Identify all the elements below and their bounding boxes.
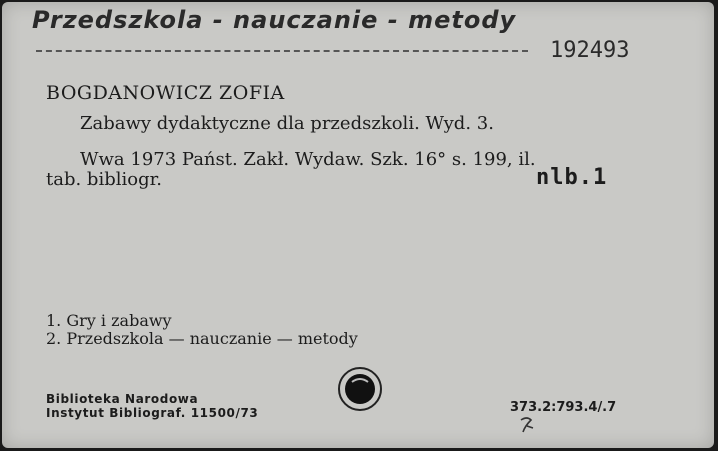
handwritten-check-icon [517, 414, 537, 434]
imprint-line-1: Wwa 1973 Państ. Zakł. Wydaw. Szk. 16° s. 199, il. [80, 149, 536, 170]
library-name: Biblioteka Narodowa [46, 392, 199, 406]
library-imprint [46, 392, 258, 420]
accession-number: 192493 [550, 38, 630, 63]
subject-item: 2. Przedszkola — nauczanie — metody [46, 329, 358, 348]
subject-list [46, 312, 358, 348]
author-name: BOGDANOWICZ ZOFIA [46, 82, 285, 104]
udc-classification: 373.2:793.4/.7 [510, 400, 617, 415]
catalog-card [2, 2, 714, 448]
imprint-line-2: tab. bibliogr. [46, 169, 162, 190]
round-ink-stamp-icon [337, 366, 383, 412]
library-institute: Instytut Bibliograf. 11500/73 [46, 406, 259, 420]
subject-heading: Przedszkola - nauczanie - metody [32, 6, 517, 34]
subject-item: 1. Gry i zabawy [46, 311, 172, 330]
call-mark: nlb.1 [536, 165, 608, 190]
book-title: Zabawy dydaktyczne dla przedszkoli. Wyd. 3. [80, 113, 494, 134]
heading-divider [36, 50, 528, 52]
